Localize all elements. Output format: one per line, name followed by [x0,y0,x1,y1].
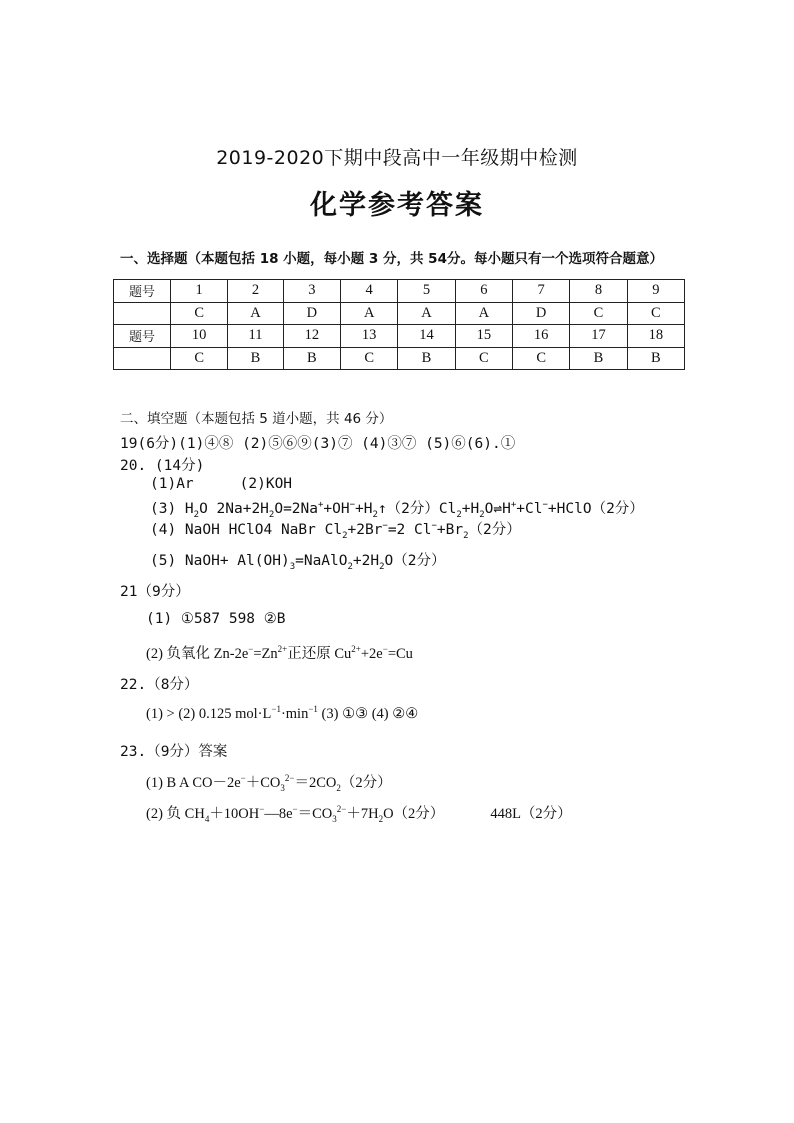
text-segment: +HClO（2分） [547,501,644,517]
q23-part1 [146,771,392,793]
answer-cell: C [341,347,398,370]
table-row [114,347,685,370]
text-segment: ·min [280,705,309,722]
subscript: 2 [378,813,384,824]
text-segment: +Br [436,522,464,538]
text-segment: （2分） [340,775,392,791]
q20-part1 [150,476,292,492]
superscript: 2− [336,804,347,815]
superscript: + [510,500,517,511]
question-number: 9 [627,280,684,303]
text-segment: ＋10OH [209,806,260,822]
text-segment: (4) NaOH HClO4 NaBr Cl [150,522,343,538]
q20-part5 [150,549,446,572]
question-number: 11 [228,325,283,348]
question-number: 8 [570,280,627,303]
question-number: 14 [398,325,455,348]
question-number: 3 [283,280,340,303]
text-segment: =Cu [387,646,413,662]
question-number: 10 [171,325,228,348]
superscript: − [349,500,356,511]
question-number: 7 [513,280,570,303]
subscript: 2 [347,561,353,572]
answer-cell: D [513,302,570,325]
superscript: − [542,500,548,511]
text-segment: O（2分） [384,553,446,569]
question-number: 1 [171,280,228,303]
question-number: 13 [341,325,398,348]
text-segment: =NaAlO [295,553,348,569]
text-segment: +H [461,501,480,517]
q20-heading: 20. (14分) [120,458,205,474]
empty-cell [114,302,171,325]
answer-cell: A [228,302,283,325]
superscript: − [248,644,254,655]
table-row [114,280,685,303]
answer-cell: D [283,302,340,325]
subscript: 2 [456,509,462,520]
superscript: −1 [308,704,318,714]
subscript: 2 [193,509,200,520]
subscript: 4 [204,813,210,824]
q20-part1-b: (2)KOH [239,476,293,492]
question-number: 15 [455,325,512,348]
answer-cell: A [455,302,512,325]
text-segment: +2e [360,646,383,662]
text-segment: (5) NaOH+ Al(OH) [150,553,290,569]
text-segment: 正还原 Cu [287,646,352,662]
superscript: 2+ [351,644,361,655]
q23-heading: 23.（9分）答案 [120,744,228,760]
text-segment: ↑（2分）Cl [377,501,457,517]
text-segment: O（2分） [383,806,445,822]
question-number: 16 [513,325,570,348]
superscript: 2− [284,773,295,784]
text-segment: (2) 负氧化 Zn-2e [146,646,249,662]
superscript: − [292,804,298,815]
subscript: 3 [332,813,337,824]
answer-cell: A [398,302,455,325]
answer-cell: B [283,347,340,370]
text-segment: ＝CO [297,806,333,822]
question-number: 12 [283,325,340,348]
table-row [114,302,685,325]
text-segment: +OH [323,501,350,517]
q21-part2 [146,642,413,663]
q22-answers [146,704,418,723]
superscript: − [382,521,388,532]
answer-cell: B [570,347,627,370]
page-title: 化学参考答案 [310,190,484,221]
q20-part3 [150,497,644,520]
answer-cell: C [171,302,228,325]
text-segment: （2分） [468,522,521,538]
text-segment: ＋CO [245,775,281,791]
text-segment: ＋7H [346,806,379,822]
superscript: − [431,521,437,532]
superscript: −1 [271,704,281,714]
table-row [114,325,685,348]
text-segment: —8e [264,806,293,822]
question-number: 4 [341,280,398,303]
superscript: + [318,500,324,511]
superscript: 2+ [277,644,288,655]
answer-cell: A [341,302,398,325]
text-segment: ＝2CO [294,775,337,791]
question-number: 17 [570,325,627,348]
q23-part2 [146,802,572,824]
q20-part4 [150,518,521,541]
text-segment: O=2Na [274,501,318,517]
row-label: 题号 [114,325,171,348]
text-segment: =Zn [253,646,278,662]
text-segment: O⇌H [484,501,511,517]
text-segment: (3) ①③ (4) ②④ [317,705,419,722]
answer-cell: C [513,347,570,370]
answer-cell: B [627,347,684,370]
text-segment: O 2Na+2H [199,501,269,517]
subscript: 2 [479,509,485,520]
section1-heading: 一、选择题（本题包括 18 小题，每小题 3 分，共 54分。每小题只有一个选项符合题意） [120,251,663,267]
answer-cell: B [398,347,455,370]
q21-heading: 21（9分） [120,584,190,600]
superscript: − [240,773,246,784]
empty-cell [114,347,171,370]
answer-cell: B [228,347,283,370]
answer-cell: C [171,347,228,370]
subscript: 2 [268,509,275,520]
question-number: 18 [627,325,684,348]
subscript: 2 [372,509,378,520]
subscript: 2 [342,530,348,541]
question-number: 2 [228,280,283,303]
subscript: 2 [463,530,469,541]
q21-part1: (1) ①587 598 ②B [146,611,286,627]
text-segment: (2) 负 CH [146,806,205,822]
answer-table [113,279,685,370]
q19-line: 19(6分)(1)④⑧ (2)⑤⑥⑨(3)⑦ (4)③⑦ (5)⑥(6).① [120,436,516,452]
superscript: − [382,644,388,655]
answer-cell: C [627,302,684,325]
row-label: 题号 [114,280,171,303]
text-segment: (3) H [150,501,194,517]
question-number: 6 [455,280,512,303]
text-segment: +Cl [516,501,543,517]
subscript: 3 [280,782,285,793]
text-segment: +2H [352,553,380,569]
question-number: 5 [398,280,455,303]
text-segment: +2Br [347,522,383,538]
text-segment: (1) B A CO－2e [146,775,241,791]
text-segment: =2 Cl [387,522,432,538]
section2-heading: 二、填空题（本题包括 5 道小题，共 46 分） [120,411,393,427]
page-subtitle: 2019-2020下期中段高中一年级期中检测 [216,147,578,169]
subscript: 2 [379,561,385,572]
subscript: 3 [289,561,296,572]
q22-heading: 22.（8分） [120,677,199,693]
text-segment: +H [355,501,373,517]
text-segment: (1) > (2) 0.125 mol·L [146,705,272,722]
superscript: − [259,804,265,815]
answer-cell: C [570,302,627,325]
text-segment: 448L（2分） [490,806,572,822]
subscript: 2 [336,782,341,793]
answer-cell: C [455,347,512,370]
q20-part1-a: (1)Ar [150,476,194,492]
